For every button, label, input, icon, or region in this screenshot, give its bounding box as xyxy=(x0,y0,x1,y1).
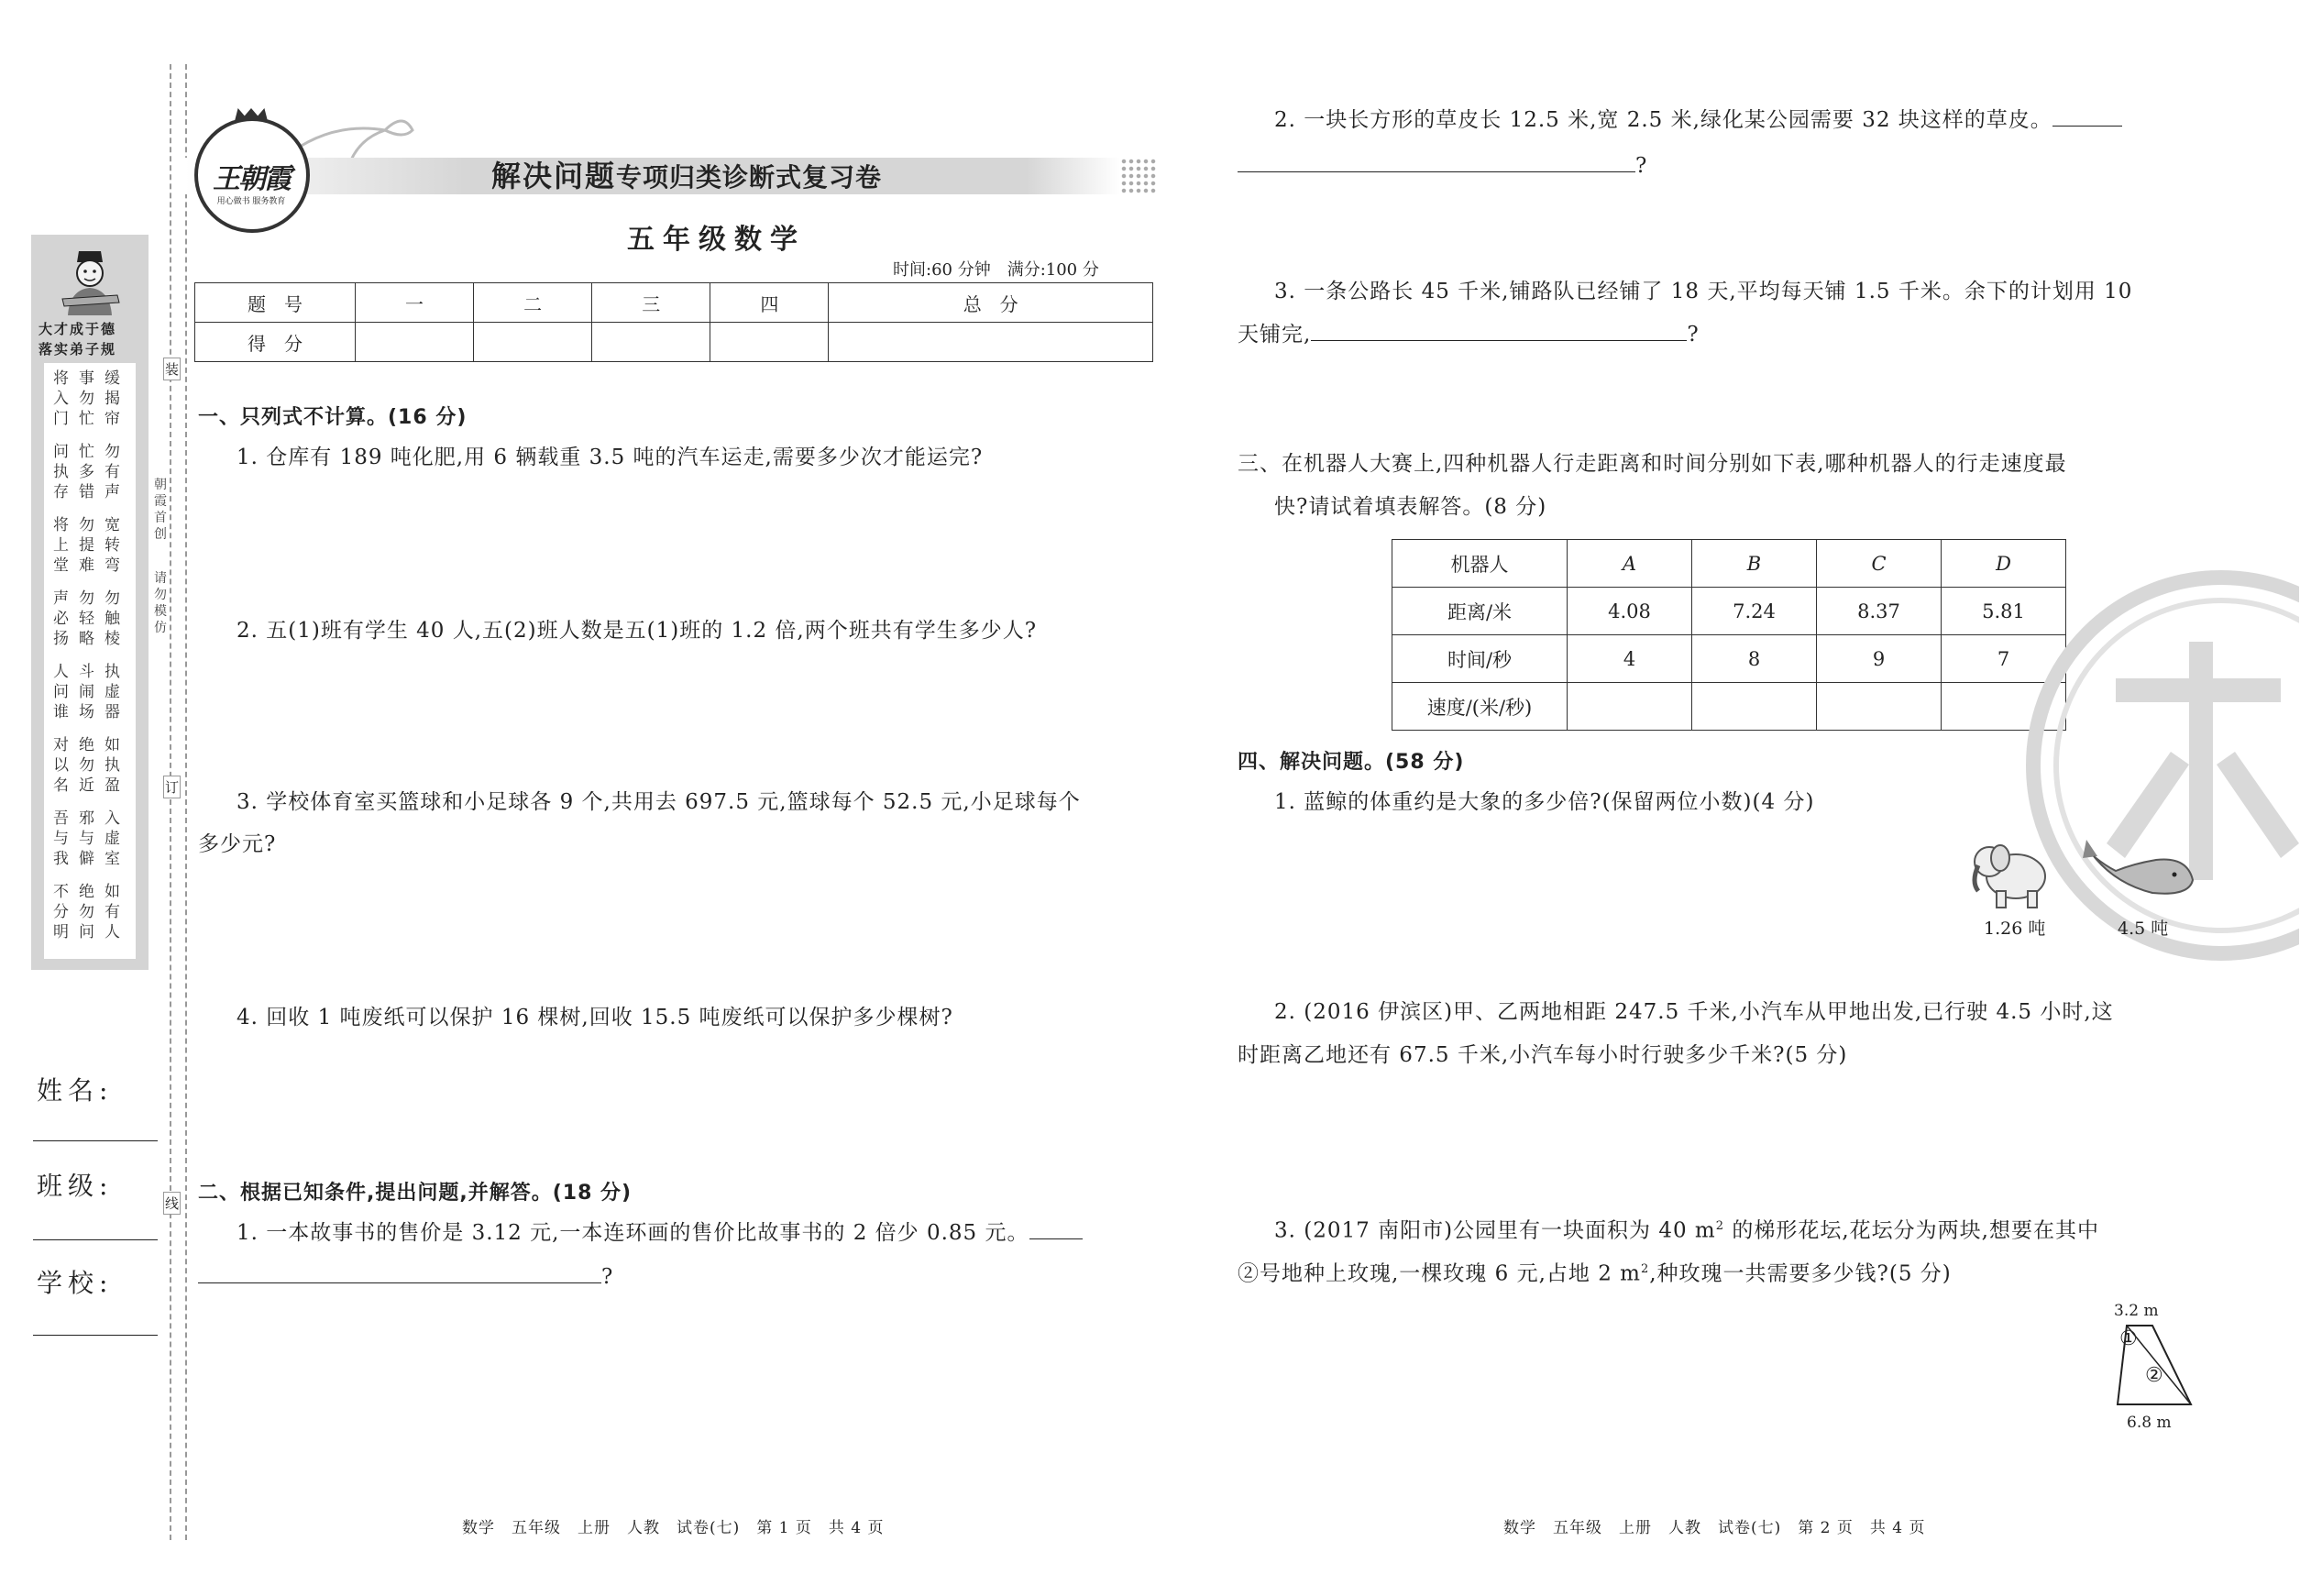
binding-note-1: 朝霞首创 xyxy=(154,478,167,542)
section1-q3b: 多少元? xyxy=(198,832,277,856)
binding-line-right xyxy=(185,64,187,1540)
robot-table xyxy=(1392,539,2066,731)
robot-header-cell: A xyxy=(1568,540,1692,588)
sidebar xyxy=(31,235,149,970)
school-label: 学校: xyxy=(37,1268,114,1298)
answer-blank[interactable] xyxy=(1029,1222,1083,1239)
section2-q1 xyxy=(237,1219,1083,1247)
scholar-illustration xyxy=(51,242,128,317)
region-2-label: ② xyxy=(2145,1364,2163,1387)
motto-column: 事勿忙 xyxy=(79,369,94,428)
section4-q2b: 时距离乙地还有 67.5 千米,小汽车每小时行驶多少千米?(5 分) xyxy=(1238,1043,1848,1067)
answer-blank[interactable] xyxy=(1311,324,1687,341)
robot-row-label: 速度/(米/秒) xyxy=(1392,683,1568,731)
motto-column: 勿提难 xyxy=(79,516,94,575)
robot-header-cell: C xyxy=(1817,540,1942,588)
trapezoid-bottom-label: 6.8 m xyxy=(2127,1414,2172,1432)
section2-q1-text: 1. 一本故事书的售价是 3.12 元,一本连环画的售价比故事书的 2 倍少 0.85 元。 xyxy=(237,1221,1029,1245)
section2-q2-line2 xyxy=(1238,152,1647,180)
superscript: 2 xyxy=(1640,1262,1650,1276)
robot-cell: 7.24 xyxy=(1692,588,1817,635)
superscript: 2 xyxy=(1715,1219,1725,1233)
section2-q1-line2 xyxy=(198,1263,613,1291)
motto-column: 入虚室 xyxy=(105,809,120,868)
score-table xyxy=(194,282,1153,362)
section1-q3a: 3. 学校体育室买篮球和小足球各 9 个,共用去 697.5 元,篮球每个 52.5 元,小足球每个 xyxy=(237,790,1081,814)
motto-column: 声必扬 xyxy=(53,589,69,648)
brand-logo xyxy=(194,117,310,233)
school-field[interactable] xyxy=(33,1335,158,1336)
score-cell[interactable] xyxy=(829,323,1153,362)
section4-q3a xyxy=(1274,1213,2099,1245)
motto-column: 邪与僻 xyxy=(79,809,94,868)
motto-column: 如有人 xyxy=(105,883,120,941)
section1-q1: 1. 仓库有 189 吨化肥,用 6 辆载重 3.5 吨的汽车运走,需要多少次才能运完? xyxy=(237,446,984,469)
subject-title: 五年级数学 xyxy=(627,224,806,256)
score-cell[interactable] xyxy=(356,323,474,362)
motto-column: 绝勿近 xyxy=(79,736,94,795)
robot-header-cell: D xyxy=(1942,540,2066,588)
section2-q2 xyxy=(1274,106,2122,134)
section3-title-a: 三、在机器人大赛上,四种机器人行走距离和时间分别如下表,哪种机器人的行走速度最 xyxy=(1238,452,2067,476)
motto-panel xyxy=(44,363,136,959)
q3a-post: 的梯形花坛,花坛分为两块,想要在其中 xyxy=(1724,1218,2099,1243)
motto-column: 勿有声 xyxy=(105,443,120,501)
name-label: 姓名: xyxy=(37,1075,114,1106)
class-label: 班级: xyxy=(37,1171,114,1201)
motto-column: 忙多错 xyxy=(79,443,94,501)
region-1-label: ① xyxy=(2119,1327,2138,1350)
q3a-pre: 3. (2017 南阳市)公园里有一块面积为 40 m xyxy=(1274,1218,1716,1243)
whale-icon xyxy=(2079,829,2198,911)
crown-icon xyxy=(235,108,268,121)
section2-q2-text: 2. 一块长方形的草皮长 12.5 米,宽 2.5 米,绿化某公园需要 32 块这样的草皮。 xyxy=(1274,108,2052,132)
q3b-pre: ②号地种上玫瑰,一棵玫瑰 6 元,占地 2 m xyxy=(1238,1261,1641,1286)
section4-title: 四、解决问题。(58 分) xyxy=(1238,751,1465,774)
motto-column: 斗闹场 xyxy=(79,663,94,721)
binding-line-left xyxy=(170,64,171,1540)
question-mark: ? xyxy=(1635,154,1648,178)
robot-cell: 4 xyxy=(1568,635,1692,683)
robot-header-cell: 机器人 xyxy=(1392,540,1568,588)
section3-title-b: 快?请试着填表解答。(8 分) xyxy=(1274,495,1547,519)
title-bold: 解决问题 xyxy=(491,159,617,193)
score-header-cell: 题 号 xyxy=(195,283,356,323)
robot-cell: 9 xyxy=(1817,635,1942,683)
sidebar-caption-1: 大才成于德 xyxy=(39,321,117,337)
answer-blank[interactable] xyxy=(2052,109,2122,127)
score-header-cell: 二 xyxy=(474,283,592,323)
elephant-icon xyxy=(1965,831,2057,913)
class-field[interactable] xyxy=(33,1239,158,1240)
section4-q1: 1. 蓝鲸的体重约是大象的多少倍?(保留两位小数)(4 分) xyxy=(1274,790,1815,814)
section2-title: 二、根据已知条件,提出问题,并解答。(18 分) xyxy=(198,1182,633,1205)
robot-cell: 4.08 xyxy=(1568,588,1692,635)
section2-q3b xyxy=(1238,321,1700,348)
motto-column: 将上堂 xyxy=(53,516,69,575)
question-mark: ? xyxy=(601,1265,614,1289)
footer-right: 数学 五年级 上册 人教 试卷(七) 第 2 页 共 4 页 xyxy=(1503,1519,1926,1537)
section2-q3a: 3. 一条公路长 45 千米,铺路队已经铺了 18 天,平均每天铺 1.5 千米。余下的计划用 10 xyxy=(1274,280,2133,303)
robot-row-label: 距离/米 xyxy=(1392,588,1568,635)
time-info: 时间:60 分钟 满分:100 分 xyxy=(893,260,1099,280)
motto-column: 将入门 xyxy=(53,369,69,428)
trapezoid-top-label: 3.2 m xyxy=(2114,1302,2159,1320)
speed-answer-cell[interactable] xyxy=(1817,683,1942,731)
title-bar-dots xyxy=(1120,158,1157,194)
motto-column: 人问谁 xyxy=(53,663,69,721)
robot-header-cell: B xyxy=(1692,540,1817,588)
section2-q3b-text: 天铺完, xyxy=(1238,323,1312,347)
title-rest: 专项归类诊断式复习卷 xyxy=(616,162,883,193)
page-title xyxy=(491,158,882,194)
q3b-post: ,种玫瑰一共需要多少钱?(5 分) xyxy=(1649,1261,1952,1286)
whale-weight: 4.5 吨 xyxy=(2118,919,2169,939)
motto-column: 问执存 xyxy=(53,443,69,501)
name-field[interactable] xyxy=(33,1140,158,1141)
question-mark: ? xyxy=(1687,323,1700,347)
logo-text: 王朝霞 xyxy=(213,163,290,195)
motto-column: 勿轻略 xyxy=(79,589,94,648)
robot-cell: 8 xyxy=(1692,635,1817,683)
section4-q3b xyxy=(1238,1256,1952,1288)
section4-q2a: 2. (2016 伊滨区)甲、乙两地相距 247.5 千米,小汽车从甲地出发,已行驶 4.5 小时,这 xyxy=(1274,1000,2114,1024)
motto-column: 如执盈 xyxy=(105,736,120,795)
logo-subtext: 用心做书 服务教育 xyxy=(216,197,286,206)
score-header-cell: 总 分 xyxy=(829,283,1153,323)
motto-column: 不分明 xyxy=(53,883,69,941)
section1-q4: 4. 回收 1 吨废纸可以保护 16 棵树,回收 15.5 吨废纸可以保护多少棵树? xyxy=(237,1006,953,1029)
answer-blank[interactable] xyxy=(198,1266,601,1283)
motto-column: 对以名 xyxy=(53,736,69,795)
sidebar-caption-2: 落实弟子规 xyxy=(39,341,117,358)
motto-column: 吾与我 xyxy=(53,809,69,868)
robot-cell: 7 xyxy=(1942,635,2066,683)
speed-answer-cell[interactable] xyxy=(1568,683,1692,731)
score-header-cell: 三 xyxy=(592,283,710,323)
motto-column: 勿触棱 xyxy=(105,589,120,648)
score-row-label: 得 分 xyxy=(195,323,356,362)
binding-note-2: 请勿模仿 xyxy=(154,571,167,635)
footer-left: 数学 五年级 上册 人教 试卷(七) 第 1 页 共 4 页 xyxy=(462,1519,885,1537)
motto-column: 宽转弯 xyxy=(105,516,120,575)
answer-blank[interactable] xyxy=(1238,155,1635,172)
section1-title: 一、只列式不计算。(16 分) xyxy=(198,406,468,429)
motto-column: 绝勿问 xyxy=(79,883,94,941)
score-header-cell: 四 xyxy=(710,283,829,323)
speed-answer-cell[interactable] xyxy=(1692,683,1817,731)
robot-cell: 8.37 xyxy=(1817,588,1942,635)
binding-label-zhuang: 装 xyxy=(163,358,181,380)
robot-cell: 5.81 xyxy=(1942,588,2066,635)
score-cell[interactable] xyxy=(474,323,592,362)
score-cell[interactable] xyxy=(592,323,710,362)
binding-label-ding: 订 xyxy=(163,776,181,798)
motto-column: 缓揭帘 xyxy=(105,369,120,428)
score-header-cell: 一 xyxy=(356,283,474,323)
robot-row-label: 时间/秒 xyxy=(1392,635,1568,683)
motto-column: 执虚器 xyxy=(105,663,120,721)
section1-q2: 2. 五(1)班有学生 40 人,五(2)班人数是五(1)班的 1.2 倍,两个班共有学生多少人? xyxy=(237,619,1038,643)
binding-label-xian: 线 xyxy=(163,1192,181,1215)
score-cell[interactable] xyxy=(710,323,829,362)
elephant-weight: 1.26 吨 xyxy=(1984,919,2046,939)
